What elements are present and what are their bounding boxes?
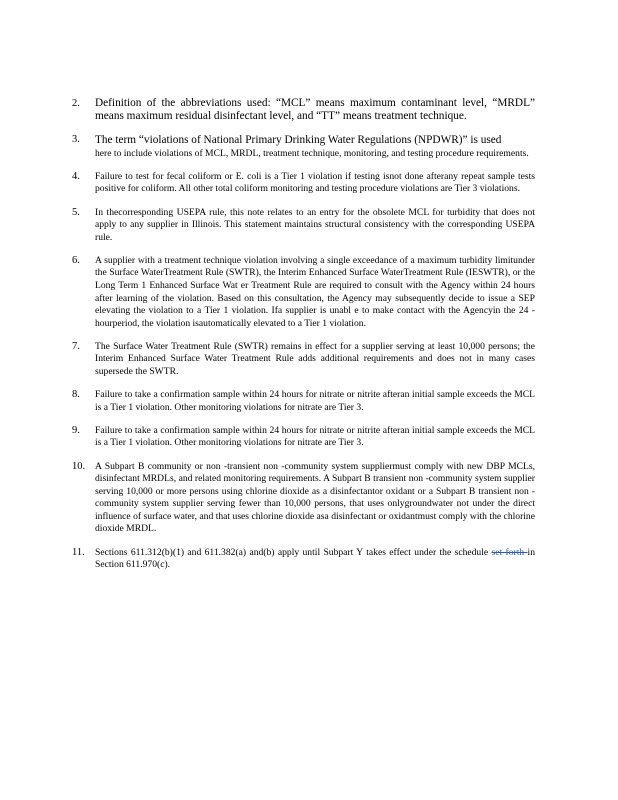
note-number: 3.: [72, 134, 80, 146]
note-2: [72, 97, 535, 124]
note-4: [72, 170, 535, 196]
note-text: In thecorresponding USEPA rule, this note relates to an entry for the obsolete MCL for turbidity that does not apply to any supplier in Illinois. This statement maintains structural consistency with the corresponding USEPA rule.: [95, 206, 535, 243]
note-text: The Surface Water Treatment Rule (SWTR) remains in effect for a supplier serving at least 10,000 persons; the Interim Enhanced Surface Water Treatment Rule adds additional requirements and does not in many cases supersede the SWTR.: [95, 340, 535, 378]
note-text: A supplier with a treatment technique violation involving a single exceedance of a maximum turbidity limitunder the Surface WaterTreatment Rule (SWTR), the Interim Enhanced Surface WaterTreatment Rule (IESWTR), or the Long Term 1 Enhanced Surface Wat er Treatment Rule are required to consult with the Agency within 24 hours after learning of the violation. Based on this consultation, the Agency may subsequently decide to issue a SEP elevating the violation to a Tier 1 violation. Ifa supplier is unabl e to make contact with the Agencyin the 24 -hourperiod, the violation isautomatically elevated to a Tier 1 violation.: [95, 254, 535, 329]
note-8: [72, 389, 535, 414]
note-text: here to include violations of MCL, MRDL, treatment technique, monitoring, and testing procedure requirements.: [95, 147, 529, 159]
note-7: [72, 340, 535, 379]
note-text-before: Sections 611.312(b)(1) and 611.382(a) and(b) apply until Subpart Y takes effect under the schedule: [95, 546, 492, 558]
note-lead-text: The term “violations of National Primary Drinking Water Regulations (NPDWR)” is used: [95, 134, 502, 147]
note-5: [72, 206, 535, 245]
note-number: 8.: [72, 389, 80, 401]
note-number: 7.: [72, 340, 80, 352]
note-text: Definition of the abbreviations used: “MCL” means maximum contaminant level, “MRDL” means maximum residual disinfectant level, and “TT” means treatment technique.: [95, 97, 535, 123]
note-number: 10.: [72, 460, 86, 472]
note-3: [72, 134, 535, 160]
struck-text: set forth: [491, 546, 528, 558]
note-text: Failure to take a confirmation sample within 24 hours for nitrate or nitrite afteran initial sample exceeds the MCL is a Tier 1 violation. Other monitoring violations for nitrate are Tier 3.: [95, 389, 535, 413]
note-number: 11.: [72, 546, 85, 558]
note-6: [72, 254, 535, 331]
note-text: Failure to test for fecal coliform or E. coli is a Tier 1 violation if testing isnot done afterany repeat sample tests positive for coliform. All other total coliform monitoring and testing procedure violations are Tier 3 violations.: [95, 170, 535, 195]
note-text-after: in Section 611.970(c).: [95, 546, 536, 571]
note-9: [72, 424, 535, 450]
note-number: 5.: [72, 206, 80, 218]
note-number: 6.: [72, 254, 80, 266]
note-text: Failure to take a confirmation sample within 24 hours for nitrate or nitrite afteran initial sample exceeds the MCL is a Tier 1 violation. Other monitoring violations for nitrate are Tier 3.: [95, 424, 535, 449]
note-text: A Subpart B community or non -transient non -community system suppliermust comply with new DBP MCLs, disinfectant MRDLs, and related monitoring requirements. A Subpart B transient non -community system supplier serving 10,000 or more persons using chlorine dioxide as a disinfectantor oxidant or a Subpart B transient non -community system supplier serving fewer than 10,000 persons, that uses onlygroundwater not under the direct influence of surface water, and that uses chlorine dioxide asa disinfectant or oxidantmust comply with the chlorine dioxide MRDL.: [95, 460, 535, 535]
note-10: [72, 460, 535, 537]
note-number: 4.: [72, 170, 80, 182]
note-11: [72, 546, 536, 572]
note-number: 2.: [72, 98, 80, 109]
note-number: 9.: [72, 424, 80, 436]
